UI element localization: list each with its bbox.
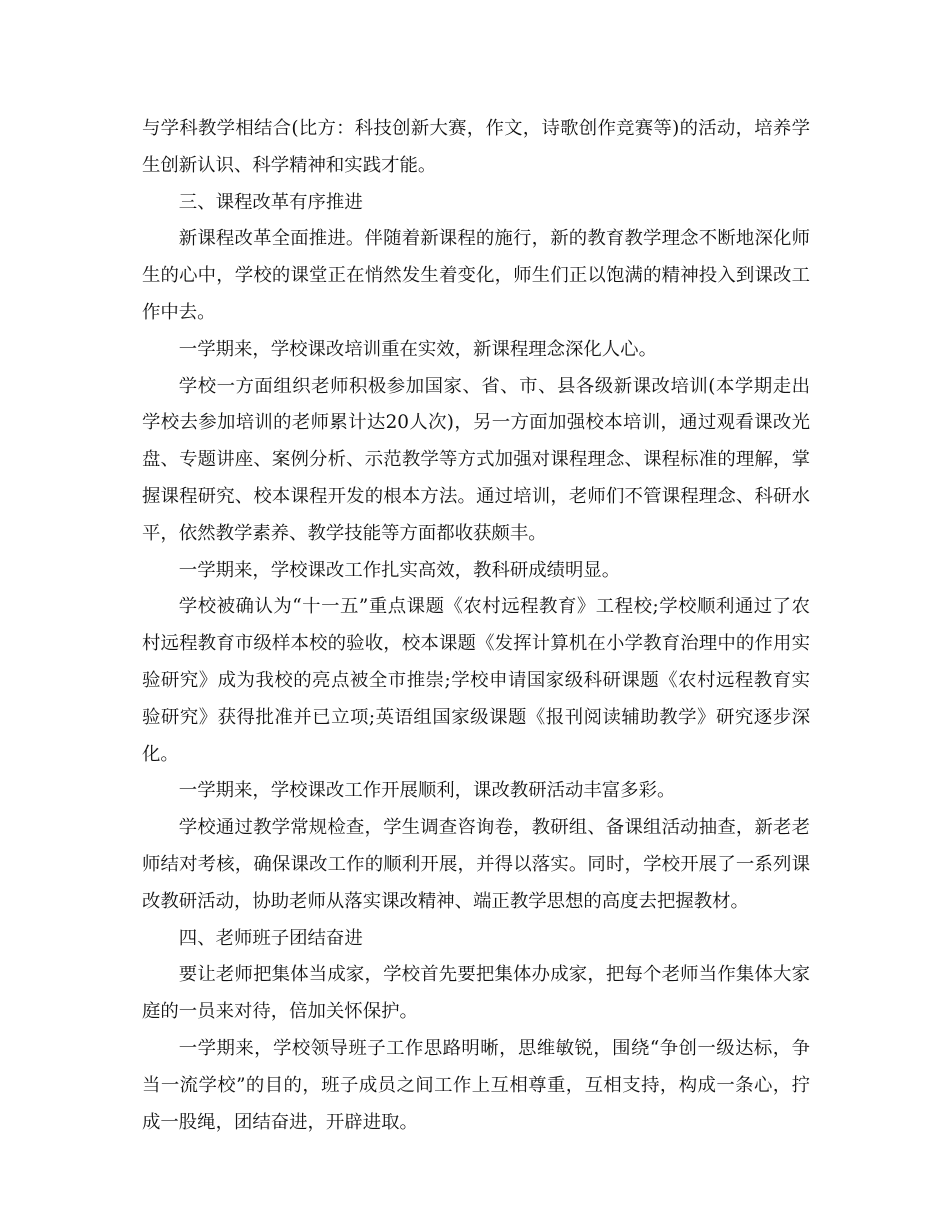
paragraph: 一学期来，学校课改工作扎实高效，教科研成绩明显。 xyxy=(178,559,621,581)
paragraph-continuation: 与学科教学相结合(比方：科技创新大赛，作文，诗歌创作竞赛等)的活动，培养学生创新认识、科学精神和实践才能。 xyxy=(142,118,810,176)
section-heading-teacher-team: 四、老师班子团结奋进 xyxy=(178,927,363,949)
section-heading-curriculum-reform: 三、课程改革有序推进 xyxy=(178,191,363,213)
paragraph: 一学期来，学校领导班子工作思路明晰，思维敏锐，围绕“争创一级达标，争当一流学校”的目的，班子成员之间工作上互相尊重，互相支持，构成一条心，拧成一股绳，团结奋进，开辟进取。 xyxy=(142,1037,810,1133)
paragraph: 学校被确认为“十一五”重点课题《农村远程教育》工程校;学校顺利通过了农村远程教育市级样本校的验收，校本课题《发挥计算机在小学教育治理中的作用实验研究》成为我校的亮点被全市推崇;学校申请国家级科研课题《农村远程教育实验研究》获得批准并已立项;英语组国家级课题《报刊阅读辅助教学》研究逐步深化。 xyxy=(142,596,810,765)
paragraph: 新课程改革全面推进。伴随着新课程的施行，新的教育教学理念不断地深化师生的心中，学校的课堂正在悄然发生着变化，师生们正以饱满的精神投入到课改工作中去。 xyxy=(142,228,810,323)
paragraph: 学校通过教学常规检查，学生调查咨询卷，教研组、备课组活动抽查，新老老师结对考核，确保课改工作的顺利开展，并得以落实。同时，学校开展了一系列课改教研活动，协助老师从落实课改精神、端正教学思想的高度去把握教材。 xyxy=(142,817,810,912)
document-page xyxy=(142,111,810,1141)
paragraph: 一学期来，学校课改工作开展顺利，课改教研活动丰富多彩。 xyxy=(178,780,676,802)
paragraph: 一学期来，学校课改培训重在实效，新课程理念深化人心。 xyxy=(178,338,657,360)
paragraph: 要让老师把集体当成家，学校首先要把集体办成家，把每个老师当作集体大家庭的一员来对待，倍加关怀保护。 xyxy=(142,964,810,1023)
paragraph: 学校一方面组织老师积极参加国家、省、市、县各级新课改培训(本学期走出学校去参加培训的老师累计达20人次)，另一方面加强校本培训，通过观看课改光盘、专题讲座、案例分析、示范教学等方式加强对课程理念、课程标准的理解，掌握课程研究、校本课程开发的根本方法。通过培训，老师们不管课程理念、科研水平，依然教学素养、教学技能等方面都收获颇丰。 xyxy=(142,375,810,544)
